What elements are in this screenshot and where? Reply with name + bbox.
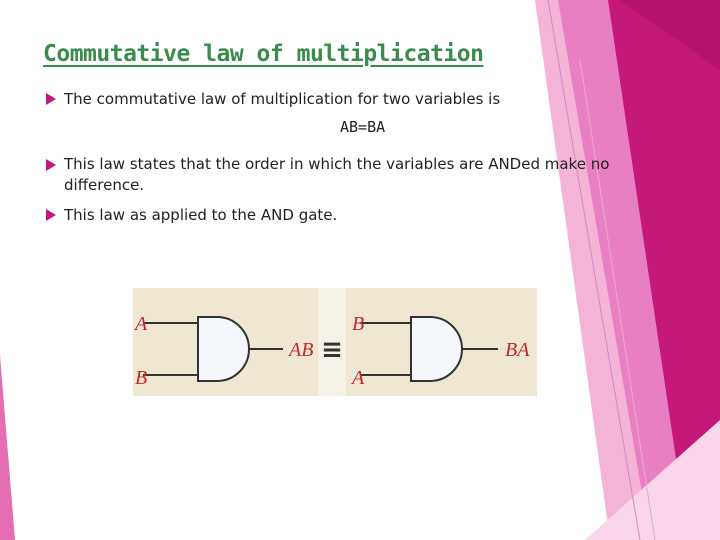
bullet-text: This law states that the order in which the variables are ANDed make no (64, 155, 610, 173)
gate-label-b: B (352, 313, 365, 335)
gate-label-a: A (135, 313, 148, 335)
gate-label-a: A (352, 367, 365, 389)
bullet-text: The commutative law of multiplication for two variables is (64, 90, 501, 108)
equivalence-symbol: ≡ (321, 335, 343, 365)
bullet-text-continuation: difference. (64, 176, 145, 194)
and-gate-commutative-figure (133, 288, 537, 396)
gate-label-b: B (135, 367, 148, 389)
bullet-arrow-icon (46, 93, 56, 105)
gate-output-label: BA (505, 339, 530, 361)
slide-title: Commutative law of multiplication (43, 41, 484, 67)
left-edge-triangle (0, 355, 15, 540)
gate-output-label: AB (289, 339, 314, 361)
equation: AB=BA (340, 118, 386, 136)
bullet-arrow-icon (46, 159, 56, 171)
bullet-arrow-icon (46, 209, 56, 221)
bullet-text: This law as applied to the AND gate. (64, 206, 338, 224)
